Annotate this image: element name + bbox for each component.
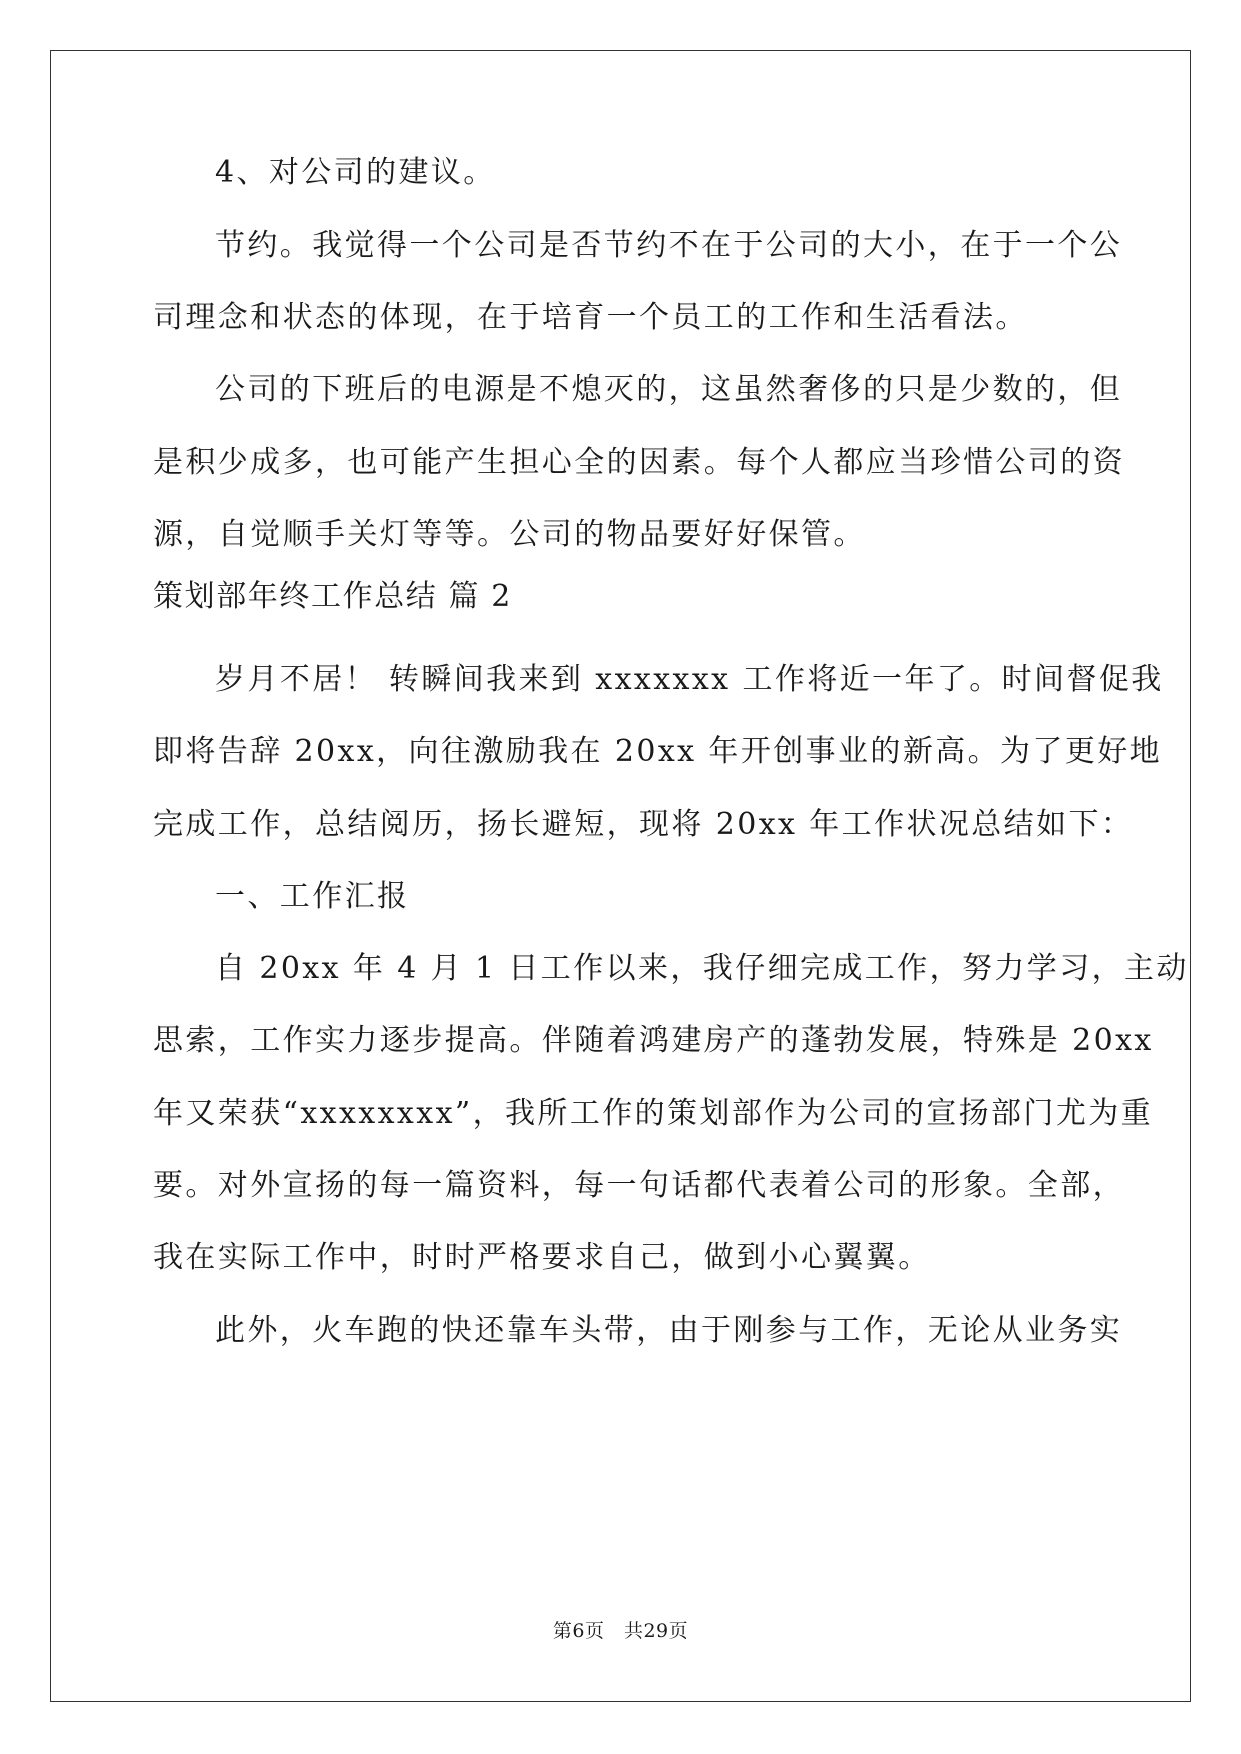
text-line: 要。对外宣扬的每一篇资料，每一句话都代表着公司的形象。全部，: [153, 1168, 1125, 1203]
current-page-number: 6: [572, 1620, 585, 1642]
section-heading: 策划部年终工作总结 篇 2: [153, 579, 512, 614]
text-line: 节约。我觉得一个公司是否节约不在于公司的大小，在于一个公: [215, 228, 1123, 263]
text-line: 我在实际工作中，时时严格要求自己，做到小心翼翼。: [153, 1240, 931, 1275]
text-line: 是积少成多，也可能产生担心全的因素。每个人都应当珍惜公司的资: [153, 445, 1125, 480]
text-line: 年又荣获“xxxxxxxx”，我所工作的策划部作为公司的宣扬部门尤为重: [153, 1096, 1154, 1131]
text-line: 完成工作，总结阅历，扬长避短，现将 20xx 年工作状况总结如下：: [153, 807, 1134, 842]
total-page-number: 29: [643, 1620, 669, 1642]
page-mid: 页 共: [584, 1620, 644, 1642]
text-line: 源，自觉顺手关灯等等。公司的物品要好好保管。: [153, 517, 866, 552]
page-number-footer: [0, 1619, 1241, 1643]
text-line: 公司的下班后的电源是不熄灭的，这虽然奢侈的只是少数的，但: [215, 372, 1123, 407]
page-suffix: 页: [668, 1620, 689, 1642]
text-line: 司理念和状态的体现，在于培育一个员工的工作和生活看法。: [153, 300, 1028, 335]
text-line: 思索，工作实力逐步提高。伴随着鸿建房产的蓬勃发展，特殊是 20xx: [153, 1023, 1154, 1058]
text-line: 4、对公司的建议。: [215, 155, 496, 190]
text-line: 自 20xx 年 4 月 1 日工作以来，我仔细完成工作，努力学习，主动: [215, 951, 1189, 986]
text-line: 即将告辞 20xx，向往激励我在 20xx 年开创事业的新高。为了更好地: [153, 734, 1163, 769]
subheading: 一、工作汇报: [215, 879, 410, 914]
text-line: 岁月不居！ 转瞬间我来到 xxxxxxx 工作将近一年了。时间督促我: [215, 662, 1164, 697]
text-line: 此外，火车跑的快还靠车头带，由于刚参与工作，无论从业务实: [215, 1313, 1123, 1348]
page-prefix: 第: [552, 1620, 573, 1642]
